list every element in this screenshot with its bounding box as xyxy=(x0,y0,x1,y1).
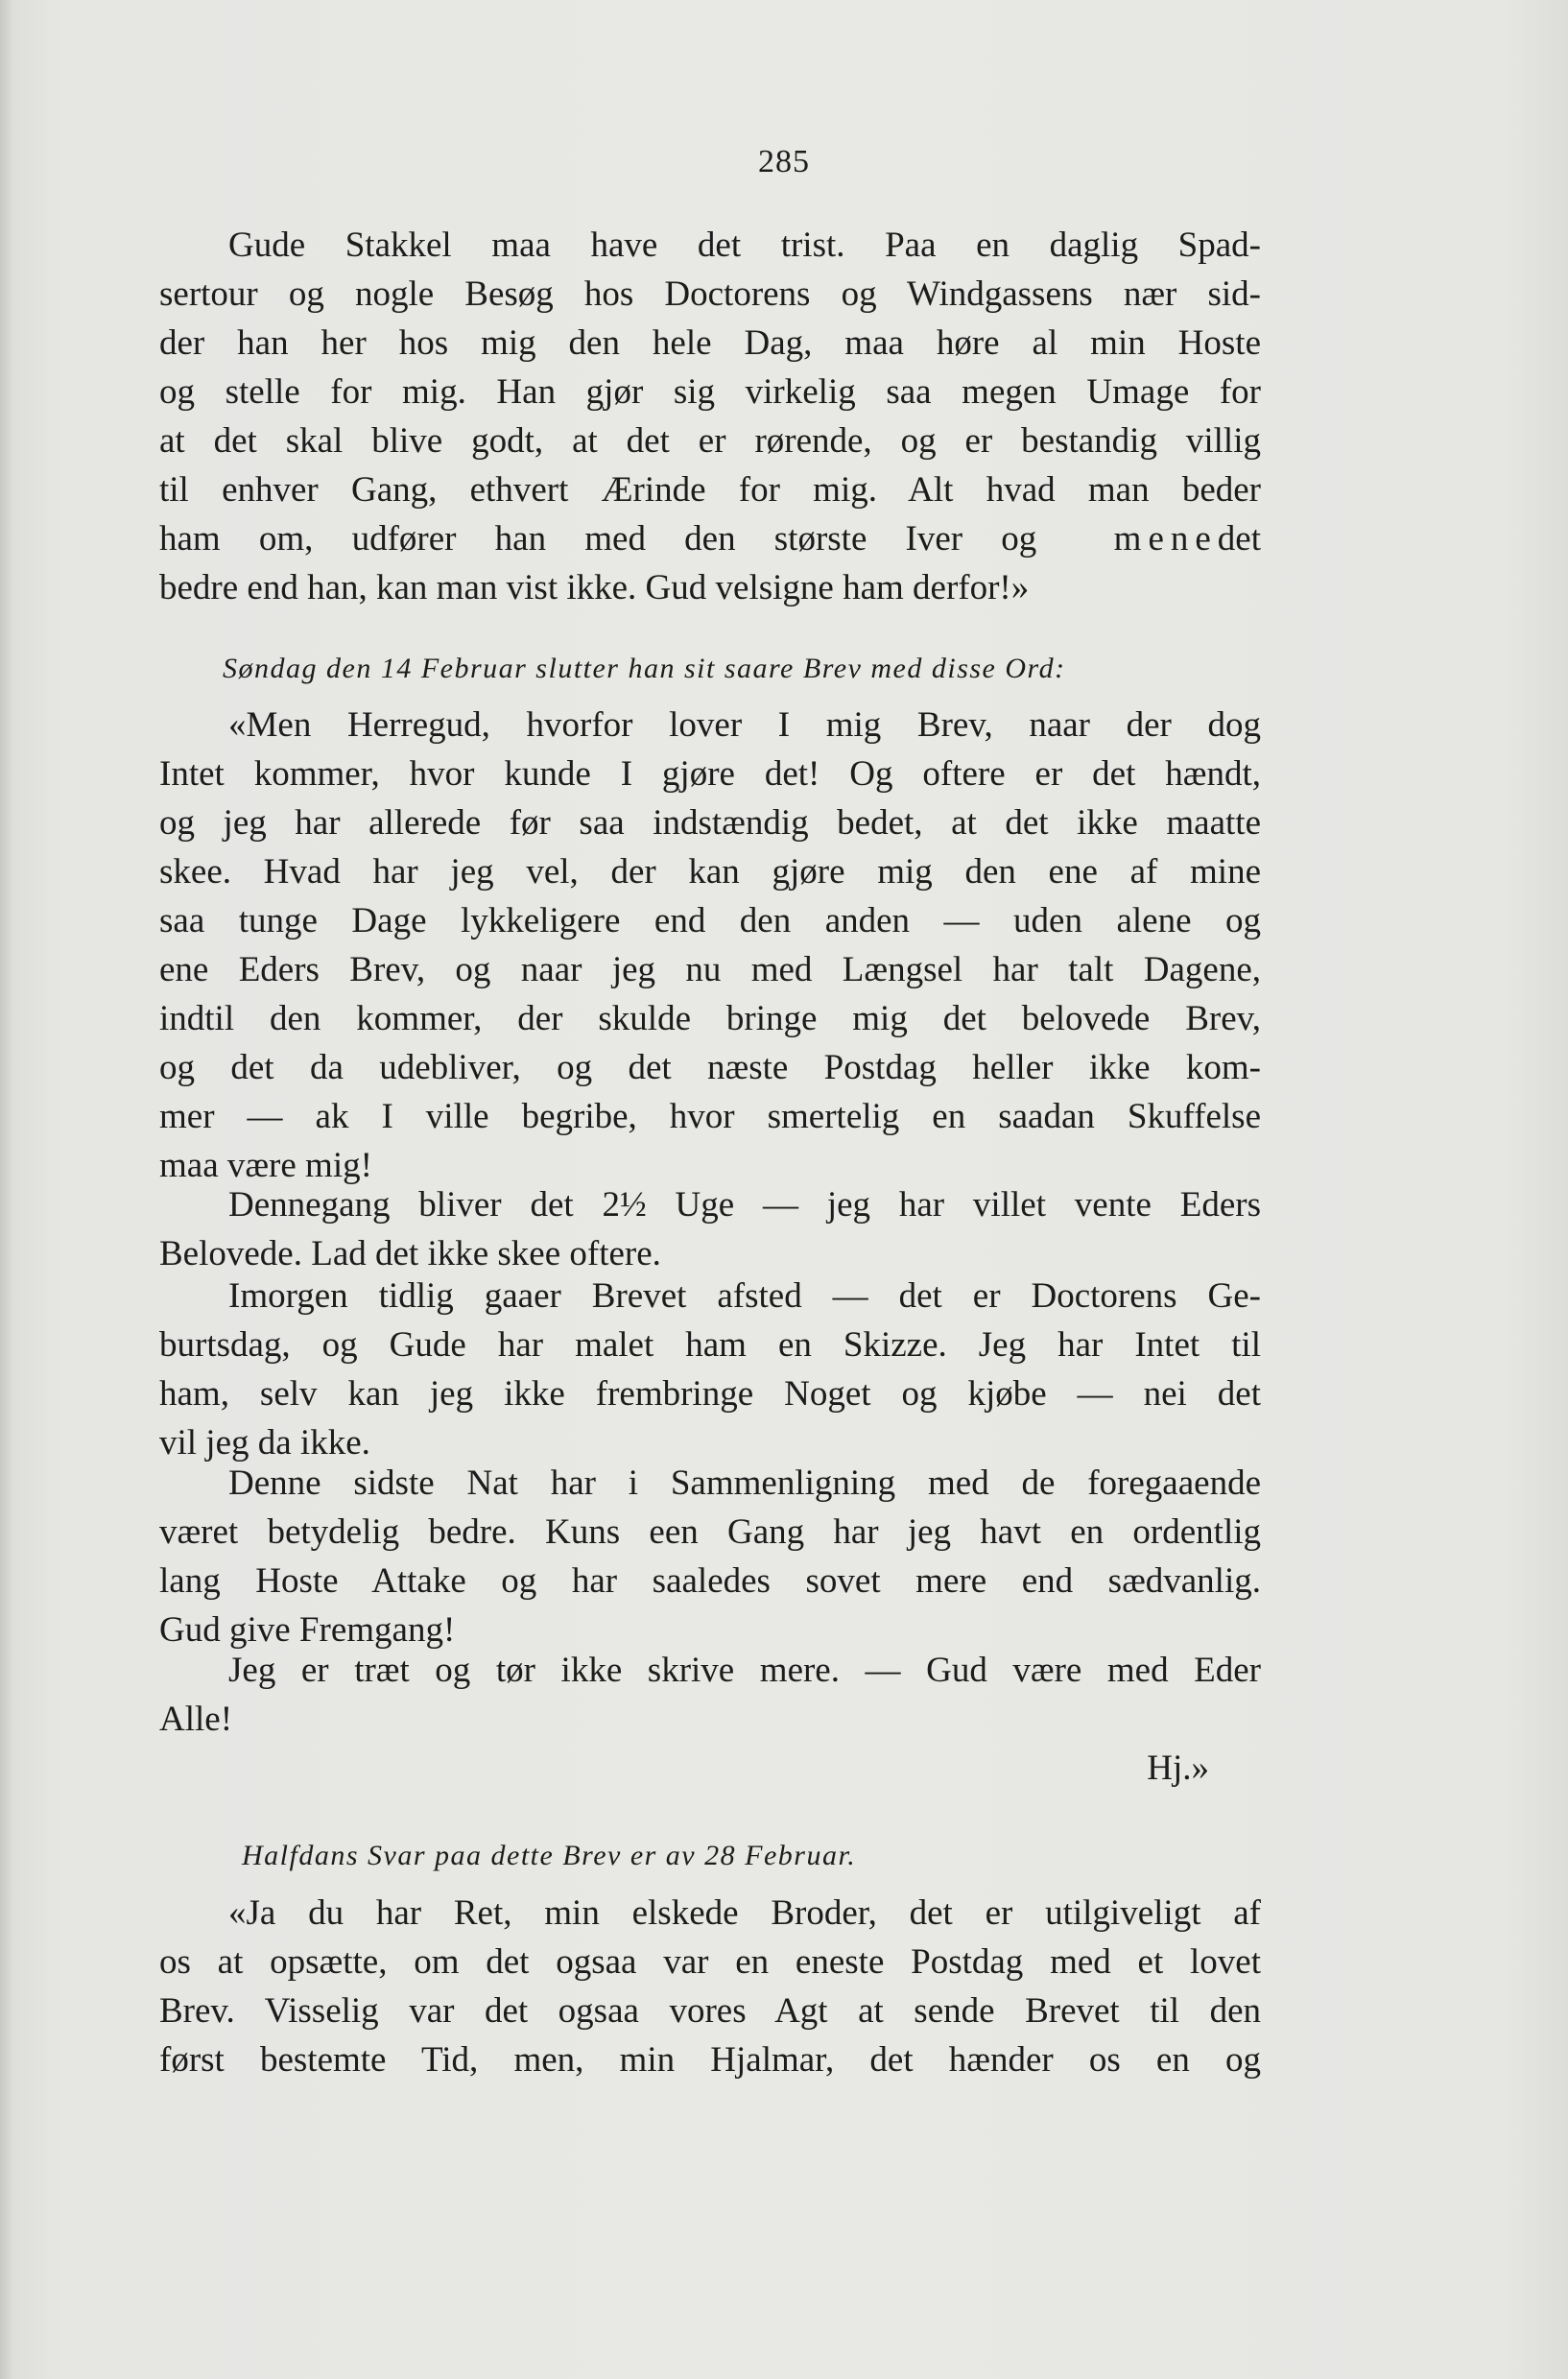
text-line: og stelle for mig. Han gjør sig virkelig saa megen Umage for xyxy=(159,372,1261,412)
text-line: sertour og nogle Besøg hos Doctorens og Windgassens nær sid- xyxy=(159,274,1261,314)
text-line: lang Hoste Attake og har saaledes sovet mere end sædvanlig. xyxy=(159,1561,1261,1601)
letter-paragraph-5 xyxy=(159,1646,1261,1793)
text-line: bedre end han, kan man vist ikke. Gud velsigne ham derfor!» xyxy=(159,568,1030,607)
text-fragment: ham om, udfører han med den største Iver og xyxy=(159,519,1037,559)
text-line: maa være mig! xyxy=(159,1146,372,1185)
text-line: først bestemte Tid, men, min Hjalmar, det hænder os en og xyxy=(159,2040,1261,2080)
text-line: «Men Herregud, hvorfor lover I mig Brev, naar der dog xyxy=(228,705,1261,745)
emphasized-word: mene xyxy=(1113,519,1218,559)
text-line: Imorgen tidlig gaaer Brevet afsted — det er Doctorens Ge- xyxy=(228,1276,1261,1316)
text-line: og det da udebliver, og det næste Postdag heller ikke kom- xyxy=(159,1048,1261,1087)
text-line: ham, selv kan jeg ikke frembringe Noget og kjøbe — nei det xyxy=(159,1374,1261,1414)
text-line: været betydelig bedre. Kuns een Gang har jeg havt en ordentlig xyxy=(159,1512,1261,1552)
text-line: Gud give Fremgang! xyxy=(159,1610,456,1650)
text-line: «Ja du har Ret, min elskede Broder, det er utilgiveligt af xyxy=(228,1893,1261,1933)
letter-paragraph-3 xyxy=(159,1272,1261,1467)
reply-paragraph xyxy=(159,1889,1261,2084)
text-line: Belovede. Lad det ikke skee oftere. xyxy=(159,1234,661,1273)
text-line: til enhver Gang, ethvert Ærinde for mig. Alt hvad man beder xyxy=(159,470,1261,510)
text-fragment: det xyxy=(1217,519,1261,559)
letter-paragraph-1 xyxy=(159,701,1261,1190)
page-number: 285 xyxy=(758,144,810,179)
signature: Hj.» xyxy=(1147,1749,1209,1788)
text-line: at det skal blive godt, at det er rørende, og er bestandig villig xyxy=(159,421,1261,461)
text-line: Dennegang bliver det 2½ Uge — jeg har villet vente Eders xyxy=(228,1185,1261,1225)
text-line: vil jeg da ikke. xyxy=(159,1423,370,1463)
text-line: Gude Stakkel maa have det trist. Paa en daglig Spad- xyxy=(228,226,1261,265)
text-line-spaced xyxy=(159,514,1261,563)
text-line: der han her hos mig den hele Dag, maa høre al min Hoste xyxy=(159,323,1261,363)
text-line: burtsdag, og Gude har malet ham en Skizze. Jeg har Intet til xyxy=(159,1325,1261,1365)
text-line: skee. Hvad har jeg vel, der kan gjøre mig den ene af mine xyxy=(159,852,1261,892)
text-line: saa tunge Dage lykkeligere end den anden — uden alene og xyxy=(159,901,1261,940)
text-line: Jeg er træt og tør ikke skrive mere. — Gud være med Eder xyxy=(228,1651,1261,1690)
text-line: Brev. Visselig var det ogsaa vores Agt at sende Brevet til den xyxy=(159,1991,1261,2031)
text-line: Alle! xyxy=(159,1700,233,1739)
section-heading-sondag xyxy=(159,648,1269,690)
section-heading-halfdan xyxy=(159,1835,1269,1877)
letter-paragraph-4 xyxy=(159,1459,1261,1654)
text-line: os at opsætte, om det ogsaa var en eneste Postdag med et lovet xyxy=(159,1942,1261,1982)
italic-heading: Halfdans Svar paa dette Brev er av 28 Februar. xyxy=(242,1840,857,1871)
italic-heading: Søndag den 14 Februar slutter han sit saare Brev med disse Ord: xyxy=(223,653,1066,684)
text-line: og jeg har allerede før saa indstændig bedet, at det ikke maatte xyxy=(159,803,1261,843)
text-line: Denne sidste Nat har i Sammenligning med de foregaaende xyxy=(228,1463,1261,1503)
text-line: ene Eders Brev, og naar jeg nu med Længsel har talt Dagene, xyxy=(159,950,1261,989)
letter-paragraph-2 xyxy=(159,1180,1261,1278)
paragraph-gude xyxy=(159,221,1261,612)
text-line: mer — ak I ville begribe, hvor smertelig en saadan Skuffelse xyxy=(159,1097,1261,1136)
page-edge-shadow xyxy=(0,0,13,2379)
text-line: indtil den kommer, der skulde bringe mig det belovede Brev, xyxy=(159,999,1261,1038)
text-line: Intet kommer, hvor kunde I gjøre det! Og oftere er det hændt, xyxy=(159,754,1261,794)
